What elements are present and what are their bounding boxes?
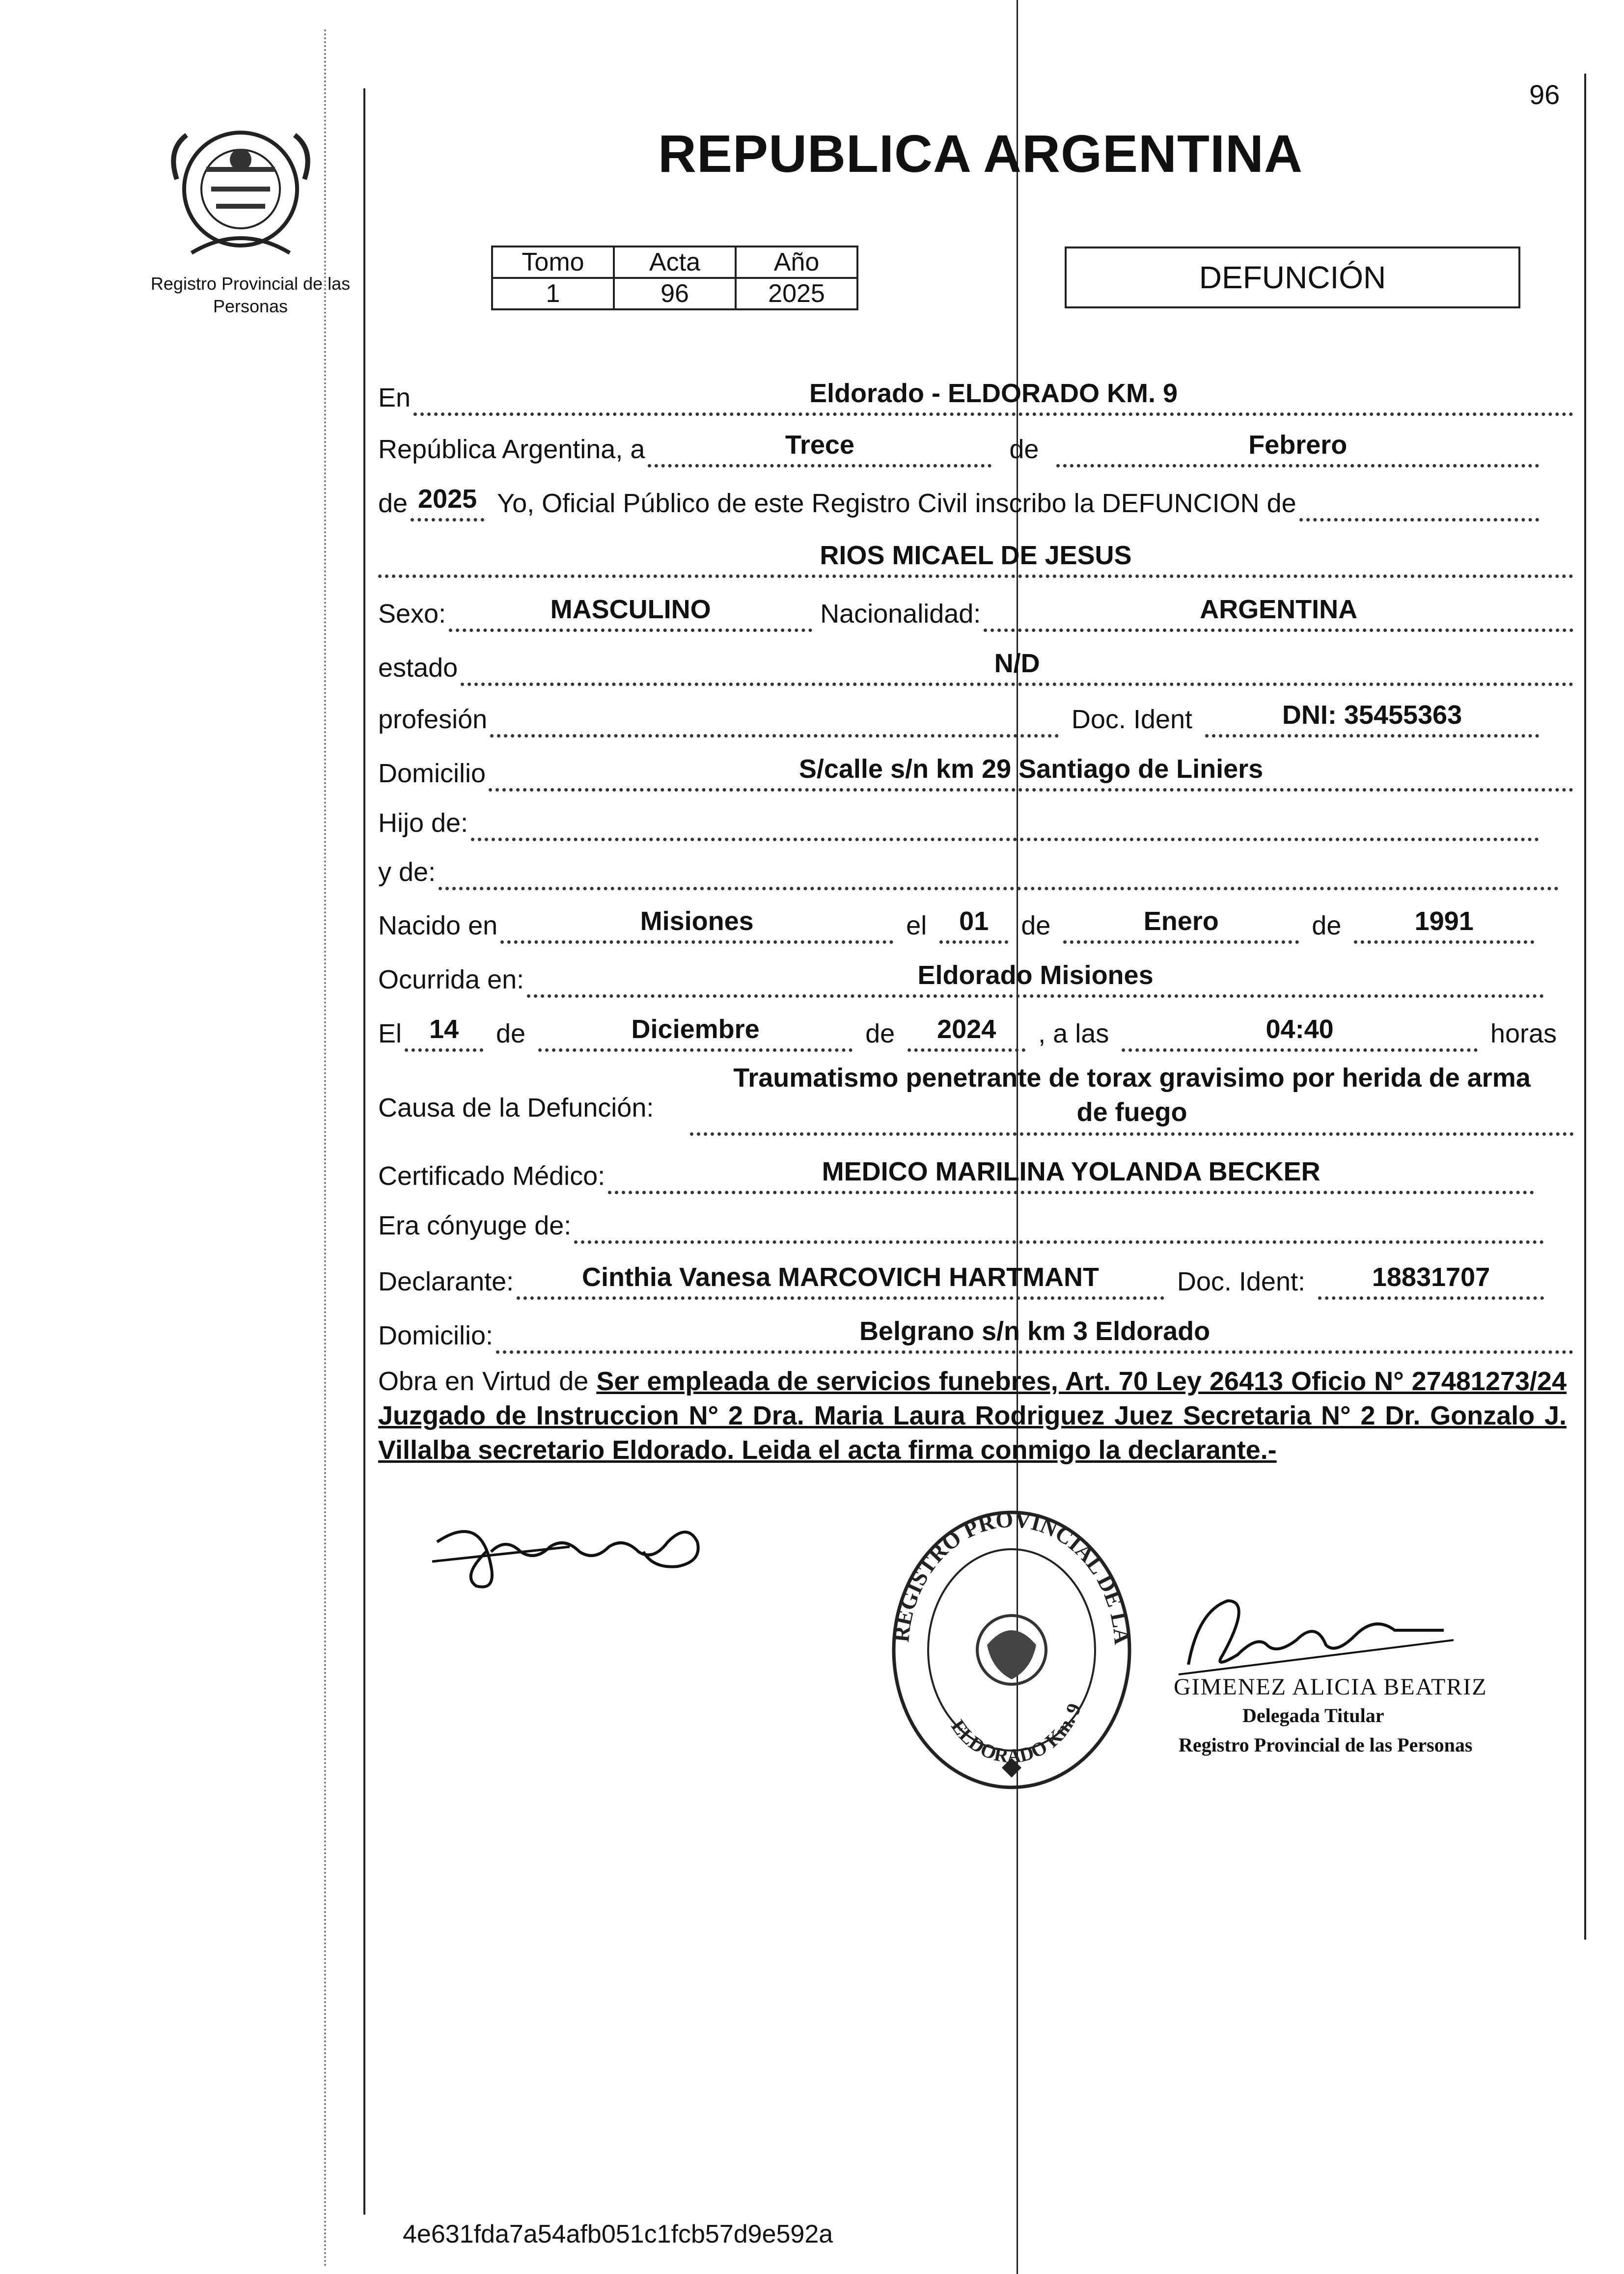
field-obra: Ser empleada de servicios funebres, Art. 70 Ley 26413 Oficio N° 27481273/24 Juzgado de Instruccion N° 2 Dra. Maria Laura Rodriguez Juez Secretaria N° 2 Dr. Gonzalo J. Villalba secretario Eldorado. Leida el acta firma conmigo la declarante.- (378, 1367, 1567, 1465)
field-causa-line2: de fuego (690, 1095, 1574, 1136)
row-declarante (378, 1262, 1547, 1300)
svg-text:REGISTRO PROVINCIAL DE LAS PER (884, 1503, 1135, 1645)
field-profesion (490, 730, 1059, 738)
field-conyuge (574, 1236, 1544, 1244)
field-blank (1299, 514, 1539, 521)
field-ocurrida: Eldorado Misiones (527, 960, 1544, 998)
row-en (378, 378, 1576, 416)
field-domicilio: S/calle s/n km 29 Santiago de Liniers (489, 754, 1573, 792)
label-declarante: Declarante: (378, 1267, 514, 1296)
row-anio (378, 484, 1542, 521)
field-anio-nacimiento: 1991 (1354, 906, 1534, 944)
label-y-de: y de: (378, 857, 436, 887)
field-certificado: MEDICO MARILINA YOLANDA BECKER (608, 1156, 1534, 1194)
record-table-header (492, 247, 857, 278)
row-estado (378, 648, 1576, 686)
registrar-org: Registro Provincial de las Personas (1179, 1734, 1473, 1756)
label-doc-ident: Doc. Ident (1071, 705, 1192, 734)
form-right-border (1584, 74, 1586, 1940)
row-hijo-de (378, 808, 1542, 841)
row-profesion (378, 700, 1542, 738)
label-el-fecha: El (378, 1019, 402, 1048)
row-ocurrida (378, 960, 1547, 998)
label-ocurrida: Ocurrida en: (378, 965, 524, 994)
row-certificado (378, 1156, 1537, 1194)
field-mes-nacimiento: Enero (1063, 906, 1299, 944)
label-de-mes: de (1021, 911, 1051, 940)
document-type: DEFUNCIÓN (1065, 247, 1520, 308)
field-hijo-de (471, 834, 1539, 841)
row-domicilio-declarante (378, 1316, 1576, 1354)
record-table (491, 246, 858, 310)
header-acta: Acta (614, 247, 736, 278)
label-a-las: , a las (1038, 1019, 1109, 1048)
label-domicilio: Domicilio (378, 759, 486, 788)
label-estado: estado (378, 653, 458, 683)
stamp-location: ELDORADO Km. 9 (947, 1700, 1086, 1767)
label-de-anio-def: de (865, 1019, 895, 1048)
label-de-anio: de (378, 489, 408, 518)
org-name: Registro Provincial de las Personas (150, 274, 351, 316)
label-nacionalidad: Nacionalidad: (820, 599, 981, 629)
label-de: de (1009, 435, 1039, 464)
registrar-name: GIMENEZ ALICIA BEATRIZ (1174, 1674, 1487, 1700)
declarant-signature (422, 1493, 717, 1603)
label-de-mes-def: de (496, 1019, 526, 1048)
registrar-signature (1169, 1581, 1463, 1682)
field-causa (690, 1061, 1574, 1136)
scan-fold-line (1017, 0, 1018, 2274)
row-conyuge (378, 1210, 1547, 1244)
field-doc-declarante: 18831707 (1318, 1262, 1544, 1300)
label-hijo-de: Hijo de: (378, 808, 468, 838)
label-doc-ident-declarante: Doc. Ident: (1177, 1267, 1305, 1296)
label-inscribo: Yo, Oficial Público de este Registro Civil inscribo la DEFUNCION de (497, 489, 1296, 518)
value-anio: 2025 (736, 278, 857, 309)
field-anio-defuncion: 2024 (908, 1014, 1025, 1052)
label-certificado: Certificado Médico: (378, 1161, 606, 1191)
label-horas: horas (1490, 1019, 1557, 1048)
label-de-anio-nac: de (1312, 911, 1342, 940)
label-nacido-en: Nacido en (378, 911, 498, 940)
field-nombre: RIOS MICAEL DE JESUS (378, 540, 1573, 578)
record-table-values (492, 278, 857, 309)
label-conyuge: Era cónyuge de: (378, 1211, 572, 1240)
page-number: 96 (1529, 79, 1560, 110)
field-estado: N/D (461, 648, 1573, 686)
row-nombre (378, 540, 1576, 578)
svg-text:ELDORADO Km. 9 (947, 1700, 1085, 1767)
field-nacionalidad: ARGENTINA (984, 594, 1573, 632)
label-republica: República Argentina, a (378, 435, 645, 464)
field-doc-ident: DNI: 35455363 (1205, 700, 1539, 738)
field-lugar-nacimiento: Misiones (500, 906, 893, 944)
page-title: REPUBLICA ARGENTINA (658, 124, 1303, 183)
label-en: En (378, 383, 411, 412)
row-fecha (378, 430, 1542, 467)
field-mes-defuncion: Diciembre (538, 1014, 853, 1052)
field-sexo: MASCULINO (449, 594, 812, 632)
row-nacido (378, 906, 1537, 944)
left-edge-dots (324, 29, 326, 2269)
row-y-de (378, 857, 1562, 890)
row-sexo (378, 594, 1576, 632)
obra-en-virtud (378, 1364, 1567, 1467)
stamp-text: REGISTRO PROVINCIAL DE LA (888, 1507, 1135, 1646)
label-domicilio-declarante: Domicilio: (378, 1321, 494, 1350)
label-causa: Causa de la Defunción: (378, 1093, 654, 1123)
label-el: el (906, 911, 927, 940)
field-lugar: Eldorado - ELDORADO KM. 9 (413, 378, 1573, 416)
field-dia-nacimiento: 01 (939, 906, 1008, 944)
provincia-de-misiones-seal (157, 106, 324, 265)
field-domicilio-declarante: Belgrano s/n km 3 Eldorado (496, 1316, 1573, 1354)
header-anio: Año (736, 247, 857, 278)
document-hash: 4e631fda7a54afb051c1fcb57d9e592a (403, 2220, 833, 2248)
label-profesion: profesión (378, 705, 488, 734)
field-hora: 04:40 (1122, 1014, 1478, 1052)
field-y-de (439, 883, 1559, 890)
header-tomo: Tomo (492, 247, 614, 278)
value-acta: 96 (614, 278, 736, 309)
field-dia-defuncion: 14 (405, 1014, 483, 1052)
field-declarante: Cinthia Vanesa MARCOVICH HARTMANT (517, 1262, 1164, 1300)
field-anio: 2025 (411, 484, 484, 521)
registrar-role: Delegada Titular (1242, 1704, 1384, 1726)
row-domicilio (378, 754, 1576, 792)
label-sexo: Sexo: (378, 599, 446, 629)
form-left-border (363, 88, 365, 2215)
row-fecha-defuncion (378, 1014, 1557, 1052)
label-obra: Obra en Virtud de (378, 1367, 589, 1396)
official-stamp (884, 1503, 1139, 1800)
field-dia: Trece (648, 430, 991, 467)
field-causa-line1: Traumatismo penetrante de torax gravisimo por herida de arma (733, 1063, 1531, 1093)
field-mes: Febrero (1056, 430, 1539, 467)
value-tomo: 1 (492, 278, 614, 309)
